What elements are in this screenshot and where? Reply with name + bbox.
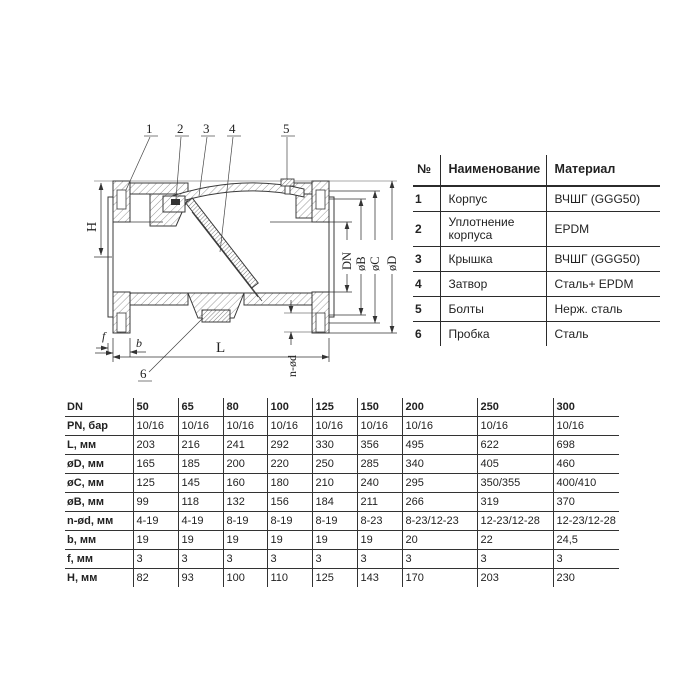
callout-2: 2 xyxy=(177,121,184,136)
dims-row-nod: n-ød, мм 4-19 4-19 8-19 8-19 8-19 8-23 8-23/12-23 12-23/12-28 12-23/12-28 xyxy=(65,512,619,531)
parts-row: 1 Корпус ВЧШГ (GGG50) xyxy=(413,186,660,212)
dimensions-table xyxy=(65,398,619,587)
callout-6: 6 xyxy=(140,366,147,381)
dims-row-l: L, мм 203 216 241 292 330 356 495 622 698 xyxy=(65,436,619,455)
callout-4: 4 xyxy=(229,121,236,136)
parts-header-name: Наименование xyxy=(440,155,546,186)
dims-row-f: f, мм 3 3 3 3 3 3 3 3 3 xyxy=(65,550,619,569)
parts-table xyxy=(413,155,660,346)
swing-disc xyxy=(171,198,262,301)
dims-row-ob: øB, мм 99 118 132 156 184 211 266 319 370 xyxy=(65,493,619,512)
valve-section-drawing xyxy=(85,112,410,394)
dim-label-H: H xyxy=(85,221,100,232)
dim-label-n-od: n-ød xyxy=(285,355,299,377)
callout-3: 3 xyxy=(203,121,210,136)
parts-row: 6 Пробка Сталь xyxy=(413,322,660,347)
parts-header-material: Материал xyxy=(546,155,660,186)
parts-row: 3 Крышка ВЧШГ (GGG50) xyxy=(413,247,660,272)
dim-label-oB: øB xyxy=(354,256,368,271)
dims-row-pn: PN, бар 10/16 10/16 10/16 10/16 10/16 10/16 10/16 10/16 10/16 xyxy=(65,417,619,436)
callout-1: 1 xyxy=(146,121,153,136)
parts-header-row xyxy=(413,155,660,186)
dim-label-L: L xyxy=(216,340,226,356)
dim-label-oC: øC xyxy=(368,256,382,271)
parts-row: 4 Затвор Сталь+ EPDM xyxy=(413,272,660,297)
callout-5: 5 xyxy=(283,121,290,136)
parts-row: 2 Уплотнение корпуса EPDM xyxy=(413,212,660,247)
dims-row-b: b, мм 19 19 19 19 19 19 20 22 24,5 xyxy=(65,531,619,550)
callout-leaders xyxy=(126,136,295,381)
parts-row: 5 Болты Нерж. сталь xyxy=(413,297,660,322)
dim-label-DN: DN xyxy=(340,251,354,270)
dim-label-f: f xyxy=(102,329,106,343)
dim-label-oD: øD xyxy=(385,255,399,271)
dims-row-dn: DN 50 65 80 100 125 150 200 250 300 xyxy=(65,398,619,417)
dims-row-od: øD, мм 165 185 200 220 250 285 340 405 460 xyxy=(65,455,619,474)
parts-header-num: № xyxy=(413,155,440,186)
drain-plug xyxy=(202,310,230,322)
dim-label-b: b xyxy=(136,336,142,350)
dims-row-h: H, мм 82 93 100 110 125 143 170 203 230 xyxy=(65,569,619,588)
dims-row-oc: øC, мм 125 145 160 180 210 240 295 350/355 400/410 xyxy=(65,474,619,493)
